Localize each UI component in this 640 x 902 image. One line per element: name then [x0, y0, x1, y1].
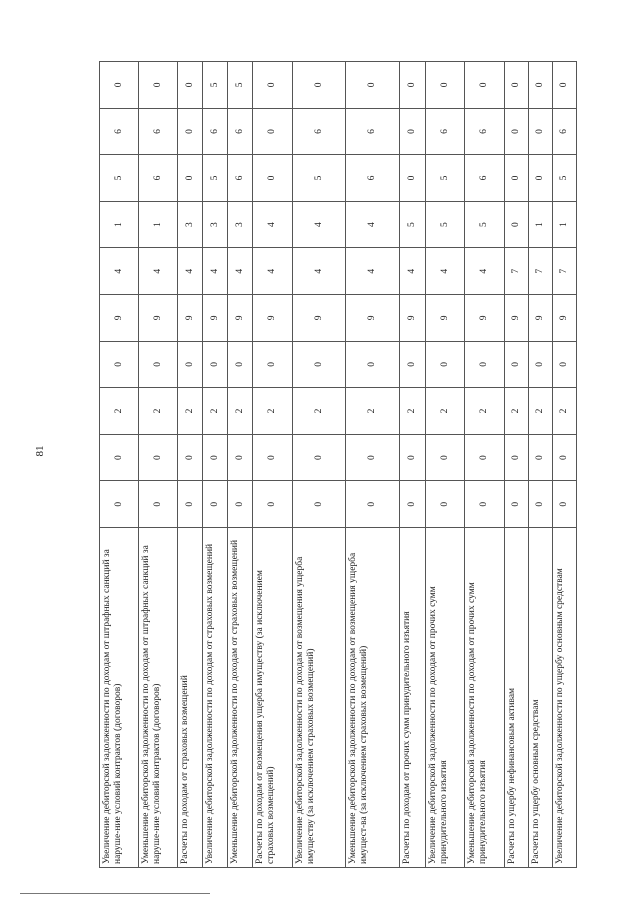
code-digit: 0 [100, 62, 139, 109]
code-digit: 0 [100, 481, 139, 528]
code-digit: 2 [203, 388, 228, 435]
code-digit: 0 [293, 434, 346, 481]
code-digit: 1 [100, 201, 139, 248]
code-digit: 4 [465, 248, 505, 295]
table-row [400, 62, 426, 868]
row-description: Уменьшение дебиторской задолженности по доходам от возмещения ущерба имущест-ва (за исключением страховых возмещений) [346, 528, 400, 868]
code-digit: 0 [293, 62, 346, 109]
code-digit: 9 [203, 295, 228, 342]
code-digit: 4 [253, 201, 293, 248]
code-digit: 9 [529, 295, 553, 342]
code-digit: 0 [505, 108, 529, 155]
code-digit: 0 [178, 434, 203, 481]
code-digit: 6 [553, 108, 577, 155]
code-digit: 2 [346, 388, 400, 435]
code-digit: 0 [553, 481, 577, 528]
row-description: Увеличение дебиторской задолженности по доходам от штрафных санкций за наруше-ние условий контрактов (договоров) [100, 528, 139, 868]
code-digit: 0 [465, 434, 505, 481]
code-digit: 0 [346, 481, 400, 528]
code-digit: 6 [100, 108, 139, 155]
code-digit: 9 [465, 295, 505, 342]
code-digit: 0 [505, 62, 529, 109]
code-digit: 0 [529, 481, 553, 528]
code-digit: 0 [400, 341, 426, 388]
code-digit: 5 [228, 62, 253, 109]
table-row [505, 62, 529, 868]
code-digit: 9 [505, 295, 529, 342]
table-row [426, 62, 465, 868]
code-digit: 4 [203, 248, 228, 295]
code-digit: 0 [346, 434, 400, 481]
code-digit: 0 [293, 341, 346, 388]
code-digit: 6 [465, 155, 505, 202]
code-digit: 0 [426, 481, 465, 528]
code-digit: 5 [465, 201, 505, 248]
table-row [293, 62, 346, 868]
code-digit: 4 [178, 248, 203, 295]
table-row [139, 62, 178, 868]
code-digit: 9 [553, 295, 577, 342]
code-digit: 0 [400, 481, 426, 528]
code-digit: 0 [178, 155, 203, 202]
code-digit: 6 [203, 108, 228, 155]
code-digit: 0 [529, 341, 553, 388]
code-digit: 4 [253, 248, 293, 295]
code-digit: 6 [465, 108, 505, 155]
code-digit: 9 [400, 295, 426, 342]
code-digit: 0 [293, 481, 346, 528]
code-digit: 0 [505, 155, 529, 202]
code-digit: 0 [228, 341, 253, 388]
code-digit: 4 [139, 248, 178, 295]
code-digit: 4 [426, 248, 465, 295]
code-digit: 2 [529, 388, 553, 435]
row-description: Увеличение дебиторской задолженности по доходам от возмещения ущерба имуществу (за исключением страховых возмещений) [293, 528, 346, 868]
code-digit: 0 [203, 434, 228, 481]
table-row [346, 62, 400, 868]
code-digit: 2 [465, 388, 505, 435]
code-digit: 0 [178, 341, 203, 388]
code-digit: 0 [346, 62, 400, 109]
code-digit: 6 [426, 108, 465, 155]
table-row [253, 62, 293, 868]
code-digit: 2 [139, 388, 178, 435]
code-digit: 0 [465, 481, 505, 528]
code-digit: 1 [553, 201, 577, 248]
code-digit: 2 [505, 388, 529, 435]
table-row [465, 62, 505, 868]
code-digit: 4 [400, 248, 426, 295]
code-digit: 0 [139, 434, 178, 481]
code-digit: 4 [346, 201, 400, 248]
table-row [228, 62, 253, 868]
code-digit: 0 [400, 434, 426, 481]
table-row [203, 62, 228, 868]
row-description: Увеличение дебиторской задолженности по доходам от прочих сумм принудительного изъятия [426, 528, 465, 868]
row-description: Расчеты по доходам от возмещения ущерба имуществу (за исключением страховых возмещений) [253, 528, 293, 868]
code-digit: 7 [529, 248, 553, 295]
code-digit: 0 [139, 481, 178, 528]
code-digit: 5 [203, 62, 228, 109]
row-description: Увеличение дебиторской задолженности по ущербу основным средствам [553, 528, 577, 868]
row-description: Уменьшение дебиторской задолженности по доходам от прочих сумм принудительного изъятия [465, 528, 505, 868]
code-digit: 4 [293, 201, 346, 248]
code-digit: 0 [400, 155, 426, 202]
code-digit: 0 [178, 108, 203, 155]
code-digit: 6 [346, 155, 400, 202]
code-digit: 5 [293, 155, 346, 202]
code-digit: 5 [100, 155, 139, 202]
table-row [529, 62, 553, 868]
code-digit: 2 [253, 388, 293, 435]
code-digit: 0 [505, 434, 529, 481]
code-digit: 0 [100, 434, 139, 481]
code-digit: 0 [228, 481, 253, 528]
code-digit: 6 [346, 108, 400, 155]
row-description: Расчеты по ущербу основным средствам [529, 528, 553, 868]
code-digit: 4 [100, 248, 139, 295]
code-digit: 0 [529, 155, 553, 202]
code-digit: 9 [253, 295, 293, 342]
code-digit: 0 [139, 62, 178, 109]
code-digit: 9 [293, 295, 346, 342]
code-digit: 4 [293, 248, 346, 295]
code-digit: 4 [346, 248, 400, 295]
code-digit: 0 [426, 341, 465, 388]
code-digit: 0 [505, 481, 529, 528]
code-digit: 0 [553, 341, 577, 388]
row-description: Расчеты по доходам от прочих сумм принудительного изъятия [400, 528, 426, 868]
code-digit: 2 [426, 388, 465, 435]
code-digit: 0 [465, 62, 505, 109]
code-digit: 0 [100, 341, 139, 388]
code-digit: 0 [553, 434, 577, 481]
code-digit: 9 [228, 295, 253, 342]
code-digit: 5 [426, 155, 465, 202]
code-digit: 0 [253, 434, 293, 481]
code-digit: 9 [346, 295, 400, 342]
code-digit: 3 [228, 201, 253, 248]
code-digit: 4 [228, 248, 253, 295]
code-digit: 7 [553, 248, 577, 295]
code-digit: 0 [529, 62, 553, 109]
table-row [553, 62, 577, 868]
code-digit: 6 [139, 155, 178, 202]
code-digit: 6 [228, 155, 253, 202]
row-description: Расчеты по ущербу нефинансовым активам [505, 528, 529, 868]
code-digit: 1 [529, 201, 553, 248]
code-digit: 7 [505, 248, 529, 295]
table-row [178, 62, 203, 868]
code-digit: 0 [203, 341, 228, 388]
code-digit: 3 [178, 201, 203, 248]
code-digit: 0 [178, 62, 203, 109]
code-digit: 5 [203, 155, 228, 202]
code-digit: 9 [139, 295, 178, 342]
code-digit: 0 [529, 434, 553, 481]
code-digit: 2 [100, 388, 139, 435]
code-digit: 2 [228, 388, 253, 435]
accounts-table [99, 61, 577, 868]
code-digit: 0 [505, 341, 529, 388]
code-digit: 9 [178, 295, 203, 342]
code-digit: 5 [426, 201, 465, 248]
code-digit: 1 [139, 201, 178, 248]
code-digit: 2 [178, 388, 203, 435]
table-body [100, 62, 577, 868]
code-digit: 0 [465, 341, 505, 388]
row-description: Расчеты по доходам от страховых возмещений [178, 528, 203, 868]
code-digit: 0 [253, 155, 293, 202]
code-digit: 0 [505, 201, 529, 248]
accounts-table-container [99, 62, 571, 868]
row-description: Уменьшение дебиторской задолженности по доходам от страховых возмещений [228, 528, 253, 868]
code-digit: 2 [553, 388, 577, 435]
row-description: Уменьшение дебиторской задолженности по доходам от штрафных санкций за наруше-ние условий контрактов (договоров) [139, 528, 178, 868]
code-digit: 0 [253, 481, 293, 528]
table-row [100, 62, 139, 868]
code-digit: 2 [293, 388, 346, 435]
code-digit: 6 [228, 108, 253, 155]
code-digit: 9 [100, 295, 139, 342]
code-digit: 0 [346, 341, 400, 388]
code-digit: 9 [426, 295, 465, 342]
code-digit: 0 [553, 62, 577, 109]
code-digit: 0 [529, 108, 553, 155]
row-description: Увеличение дебиторской задолженности по доходам от страховых возмещений [203, 528, 228, 868]
code-digit: 0 [400, 108, 426, 155]
code-digit: 0 [178, 481, 203, 528]
page-number: 81 [34, 445, 46, 457]
code-digit: 0 [253, 62, 293, 109]
code-digit: 0 [400, 62, 426, 109]
code-digit: 0 [426, 62, 465, 109]
footer-rule [20, 893, 210, 894]
code-digit: 6 [139, 108, 178, 155]
code-digit: 0 [139, 341, 178, 388]
code-digit: 3 [203, 201, 228, 248]
code-digit: 0 [253, 341, 293, 388]
code-digit: 0 [253, 108, 293, 155]
code-digit: 6 [293, 108, 346, 155]
code-digit: 0 [203, 481, 228, 528]
code-digit: 5 [553, 155, 577, 202]
code-digit: 0 [228, 434, 253, 481]
code-digit: 0 [426, 434, 465, 481]
code-digit: 2 [400, 388, 426, 435]
code-digit: 5 [400, 201, 426, 248]
